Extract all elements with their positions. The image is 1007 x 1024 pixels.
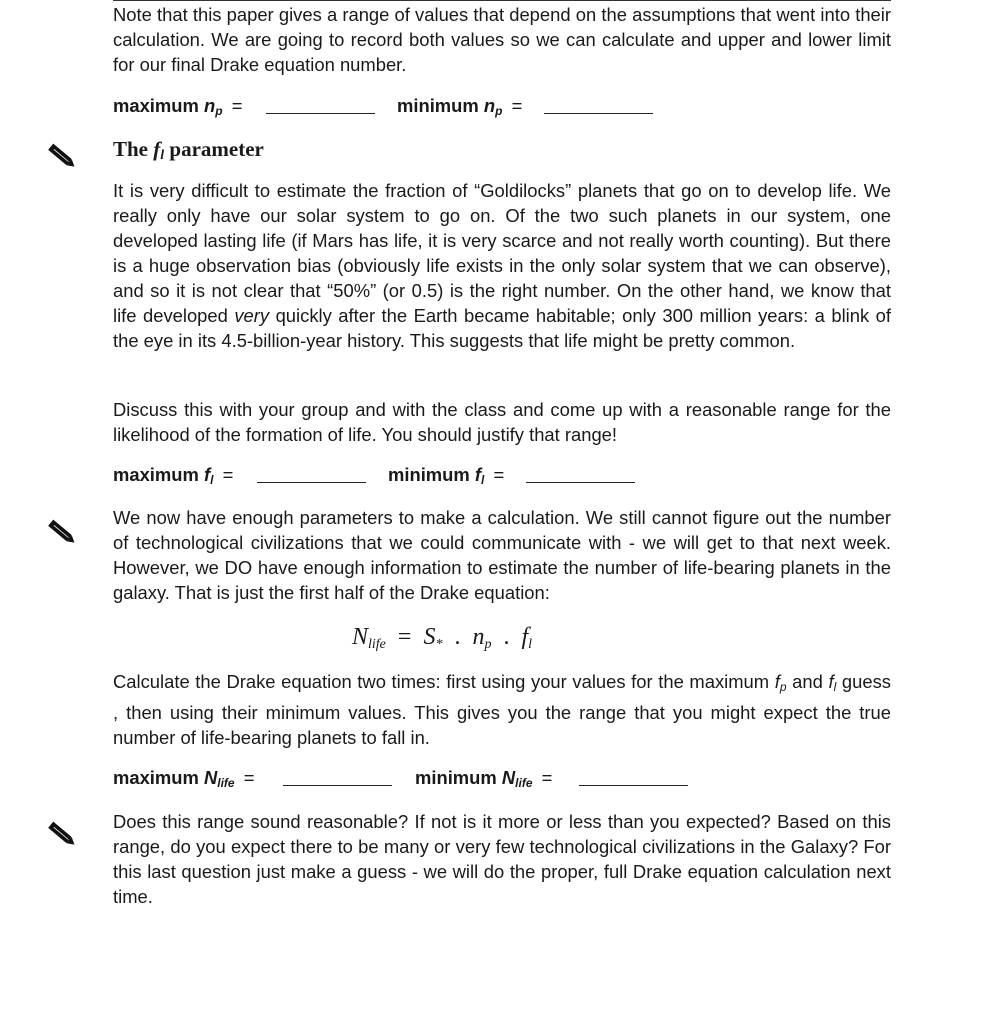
fl-max-equals: = (222, 464, 234, 485)
equation-lhs-sub: life (368, 637, 386, 652)
nlife-min-subscript: life (515, 776, 533, 790)
fl-paragraph-1-part-b: quickly after the Earth became habitable; only 300 million years: a blink of the eye in its 4.5-billion-year history. This suggests that life might be pretty common. (113, 305, 891, 351)
nlife-max-subscript: life (217, 776, 235, 790)
pencil-icon (46, 818, 80, 852)
nlife-max-symbol: N (203, 767, 218, 788)
equation-term2-sub: p (484, 637, 492, 652)
np-min-label: minimum (397, 95, 479, 116)
nlife-min-blank[interactable] (579, 785, 688, 786)
calc-paragraph-1: We now have enough parameters to make a calculation. We still cannot figure out the number of technological civilizations that we could communicate with - we will get to that next week. However, we DO have enough information to estimate the number of life-bearing planets in the galaxy. That is just the first half of the Drake equation: (113, 507, 891, 603)
fl-paragraph-1-emphasis: very (234, 305, 270, 326)
np-max-blank[interactable] (266, 113, 375, 114)
calc-fp-symbol: f (774, 671, 780, 692)
np-max-symbol: n (203, 95, 216, 116)
np-min-symbol: n (483, 95, 496, 116)
heading-prefix: The (113, 137, 149, 161)
np-fill-row (113, 94, 673, 118)
np-max-equals: = (231, 95, 243, 116)
fl-paragraph-2: Discuss this with your group and with the class and come up with a reasonable range for the likelihood of the formation of life. You should justify that range! (113, 399, 891, 445)
np-max-subscript: p (215, 104, 223, 118)
np-max-label: maximum (113, 95, 199, 116)
heading-subscript: l (160, 148, 165, 163)
np-min-subscript: p (495, 104, 503, 118)
fl-fill-row (113, 463, 673, 487)
nlife-max-equals: = (243, 767, 255, 788)
nlife-min-equals: = (541, 767, 553, 788)
calc-fp-sub: p (779, 680, 787, 694)
equation-dot-2: . (503, 624, 510, 650)
calc-paragraph-2-part-a: Calculate the Drake equation two times: first using your values for the maximum (113, 671, 770, 692)
fl-max-label: maximum (113, 464, 199, 485)
heading-symbol: f (153, 137, 161, 161)
pencil-icon (46, 516, 80, 550)
equation-term2: n (472, 624, 485, 650)
intro-paragraph: Note that this paper gives a range of values that depend on the assumptions that went into their calculation. We are going to record both values so we can calculate and upper and lower limit for our final Drake equation number. (113, 4, 891, 75)
nlife-max-label: maximum (113, 767, 199, 788)
fl-min-label: minimum (388, 464, 470, 485)
calc-paragraph-2-part-b: guess , then using their minimum values. This gives you the range that you might expect the true number of life-bearing planets to fall in. (113, 671, 891, 748)
pencil-icon (46, 140, 80, 174)
fl-min-subscript: l (481, 473, 485, 487)
np-min-equals: = (511, 95, 523, 116)
calc-fl-sub: l (833, 680, 837, 694)
fl-max-symbol: f (203, 464, 211, 485)
fl-section-heading (113, 136, 264, 169)
equation-equals: = (397, 624, 412, 650)
fl-min-blank[interactable] (526, 482, 635, 483)
equation-term1: S (423, 624, 436, 650)
heading-suffix: parameter (169, 137, 264, 161)
equation-term1-sub: * (435, 637, 443, 652)
nlife-fill-row (113, 766, 713, 790)
calc-paragraph-2 (113, 669, 891, 750)
nlife-min-label: minimum (415, 767, 497, 788)
equation-dot-1: . (454, 624, 461, 650)
np-min-blank[interactable] (544, 113, 653, 114)
fl-max-subscript: l (210, 473, 214, 487)
nlife-max-blank[interactable] (283, 785, 392, 786)
fl-paragraph-1-part-a: It is very difficult to estimate the fraction of “Goldilocks” planets that go on to develop life. We really only have our solar system to go on. Of the two such planets in our system, one developed lasting life (if Mars has life, it is very scarce and not really worth counting). But there is a huge observation bias (obviously life exists in the only solar system that we can observe), and so it is not clear that “50%” (or 0.5) is the right number. On the other hand, we know that life developed (113, 180, 891, 326)
fl-paragraph-1 (113, 178, 891, 353)
equation-lhs: N (352, 624, 369, 650)
top-rule (113, 0, 891, 1)
fl-min-symbol: f (474, 464, 481, 485)
nlife-min-symbol: N (501, 767, 516, 788)
calc-paragraph-2-and: and (792, 671, 823, 692)
fl-max-blank[interactable] (257, 482, 366, 483)
equation-term3-sub: l (528, 637, 533, 652)
equation-term3: f (521, 624, 529, 650)
calc-fl-symbol: f (828, 671, 834, 692)
closing-paragraph: Does this range sound reasonable? If not is it more or less than you expected? Based on this range, do you expect there to be many or very few technological civilizations in the Galaxy? For this last question just make a guess - we will do the proper, full Drake equation calculation next time. (113, 811, 891, 907)
fl-min-equals: = (493, 464, 505, 485)
drake-equation (352, 622, 532, 660)
